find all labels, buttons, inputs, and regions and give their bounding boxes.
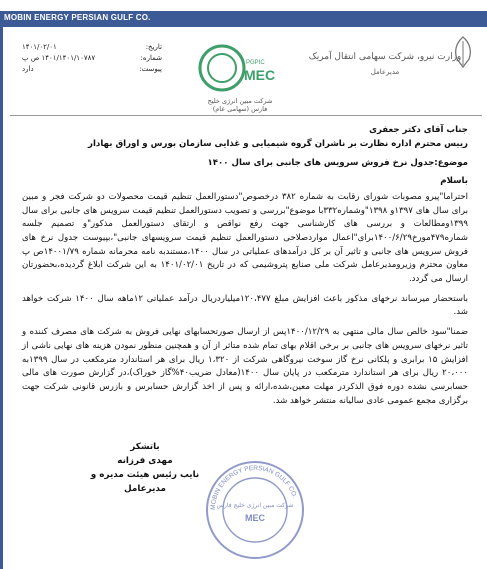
number-label: شماره: xyxy=(140,54,162,62)
signature-block xyxy=(70,440,220,496)
paragraph-1: احتراما"پیرو مصوبات شورای رقابت به شماره ۳۸۲ درخصوص"دستورالعمل تنظیم قیمت محصولات دو شرکت فجر و مبین برای سال های ۱۳۹۷و ۱۳۹۸"وشماره۳۳۲با موضوع"بررسی و تصویب دستورالعمل تنظیم قیمت سرویس های جانبی برای سال ۱۳۹۹ومطالعات و بررسی های کارشناسی جهت رفع نواقص و ارتقای دستورالعمل مذکور"و تصمیم جلسه شماره۴۷۹مورخ۱۴۰۰/۶/۲۹برای"اعمال مواردصلاحی دستورالعمل تنظیم قیمت سرویسهای جانبی"،بپیوست جدول نرخ های فروش سرویس های جانبی و تاثیر آن بر کل درآمدهای عملیاتی در سال ۱۴۰۰،مستندبه نامه محرمانه شماره ۱۴۰۰۱/۷۹ص پ معاون محترم وزیرومدیرعامل شرکت ملی صنایع پتروشیمی که در تاریخ ۱۴۰۱/۰۲/۰۱ به این شرکت ابلاغ گردیده،بحضورتان ارسال می گردد. xyxy=(22,191,469,285)
date-value: ۱۴۰۱/۰۲/۰۱ xyxy=(22,43,57,51)
logo-abbr: MEC xyxy=(244,67,276,83)
logo-sub: PGPIC xyxy=(246,60,265,66)
meta-attach-row xyxy=(22,64,162,75)
signature-closing: باتشکر xyxy=(130,442,160,452)
paragraph-3: ضمنا"سود خالص سال مالی منتهی به ۱۴۰۰/۱۲/۲۹پس از ارسال صورتحسابهای نهایی فروش به شرکت های مصرف کننده و تاثیر نرخهای سرویس های جانبی بر برخی اقلام بهای تمام شده متاثر از آن و همچنین منظور نمودن هزینه های نهایی ناشی از افزایش ۱۵ برابری و پلکانی نرخ گاز سوخت نیروگاهی شرکت از ۱،۳۲۰ ریال برای هر استاندارد مترمکعب در سال ۱۳۹۹به ۲۰،۰۰۰ ریال برای هر استاندارد مترمکعب در پایان سال ۱۴۰۰(معادل ضریب۴۰%گاز خوراک)،در گزارش صورت های مالی حسابرسی نشده دوره فوق الذکردر مهلت معین،شده،ارائه و پس از اخذ گزارش حسابرس و بازرس قانونی شرکت جهت برگزاری مجمع عمومی عادی سالیانه منتشر خواهد شد. xyxy=(22,327,469,406)
letter-subject: موضوع:جدول نرخ فروش سرویس های جانبی برای سال ۱۴۰۰ xyxy=(207,158,468,169)
paragraph-2: باستحضار میرساند نرخهای مذکور باعث افزایش مبلغ ۱۲۰،۴۷۷میلیاردریال درآمد عملیاتی ۱۲ماهه سال ۱۴۰۰ شرکت خواهد شد. xyxy=(22,293,469,318)
ministry-header xyxy=(300,52,470,76)
mec-logo-icon xyxy=(192,38,288,100)
company-name-en: MOBIN ENERGY PERSIAN GULF CO. xyxy=(4,13,151,22)
recipient-line-2: رییس محترم اداره نظارت بر ناشران گروه شیمیایی و غذایی سازمان بورس و اوراق بهادار xyxy=(88,138,468,149)
attach-label: پیوست: xyxy=(139,65,162,73)
header-divider xyxy=(10,115,482,116)
meta-number-row xyxy=(22,53,162,64)
stamp-center: MEC xyxy=(245,513,265,523)
signature-name: مهدی فرزانه xyxy=(117,456,173,466)
ministry-title: وزارت نیرو، شرکت سهامی انتقال آمریک xyxy=(308,52,462,62)
stamp-text-fa: شرکت مبین انرژی خلیج فارس xyxy=(216,502,294,509)
company-name-fa-small: شرکت مبین انرژی خلیج فارس (سهامی عام) xyxy=(207,97,273,113)
emblem-icon xyxy=(448,35,478,69)
date-label: تاریخ: xyxy=(145,43,162,51)
recipient-line-1: جناب آقای دکتر جعفری xyxy=(369,125,468,135)
left-accent-bar xyxy=(0,27,3,569)
meta-date-row xyxy=(22,42,162,53)
signature-title: نایب رئیس هیئت مدیره و مدیرعامل xyxy=(90,470,200,494)
ministry-sub: مدیرعامل xyxy=(370,68,400,76)
attach-value: دارد xyxy=(22,65,34,73)
letter-greeting: باسلام xyxy=(440,176,468,187)
number-value: ۱۴۰۱/۱۴۰۱/۱۰۷۸۷ ص پ xyxy=(22,54,96,62)
brand-header-band xyxy=(0,11,487,27)
stamp-text-en: MOBIN ENERGY PERSIAN GULF CO. xyxy=(209,464,298,511)
letter-meta xyxy=(22,42,162,75)
company-stamp-icon xyxy=(200,455,310,565)
letter-body xyxy=(22,124,468,408)
